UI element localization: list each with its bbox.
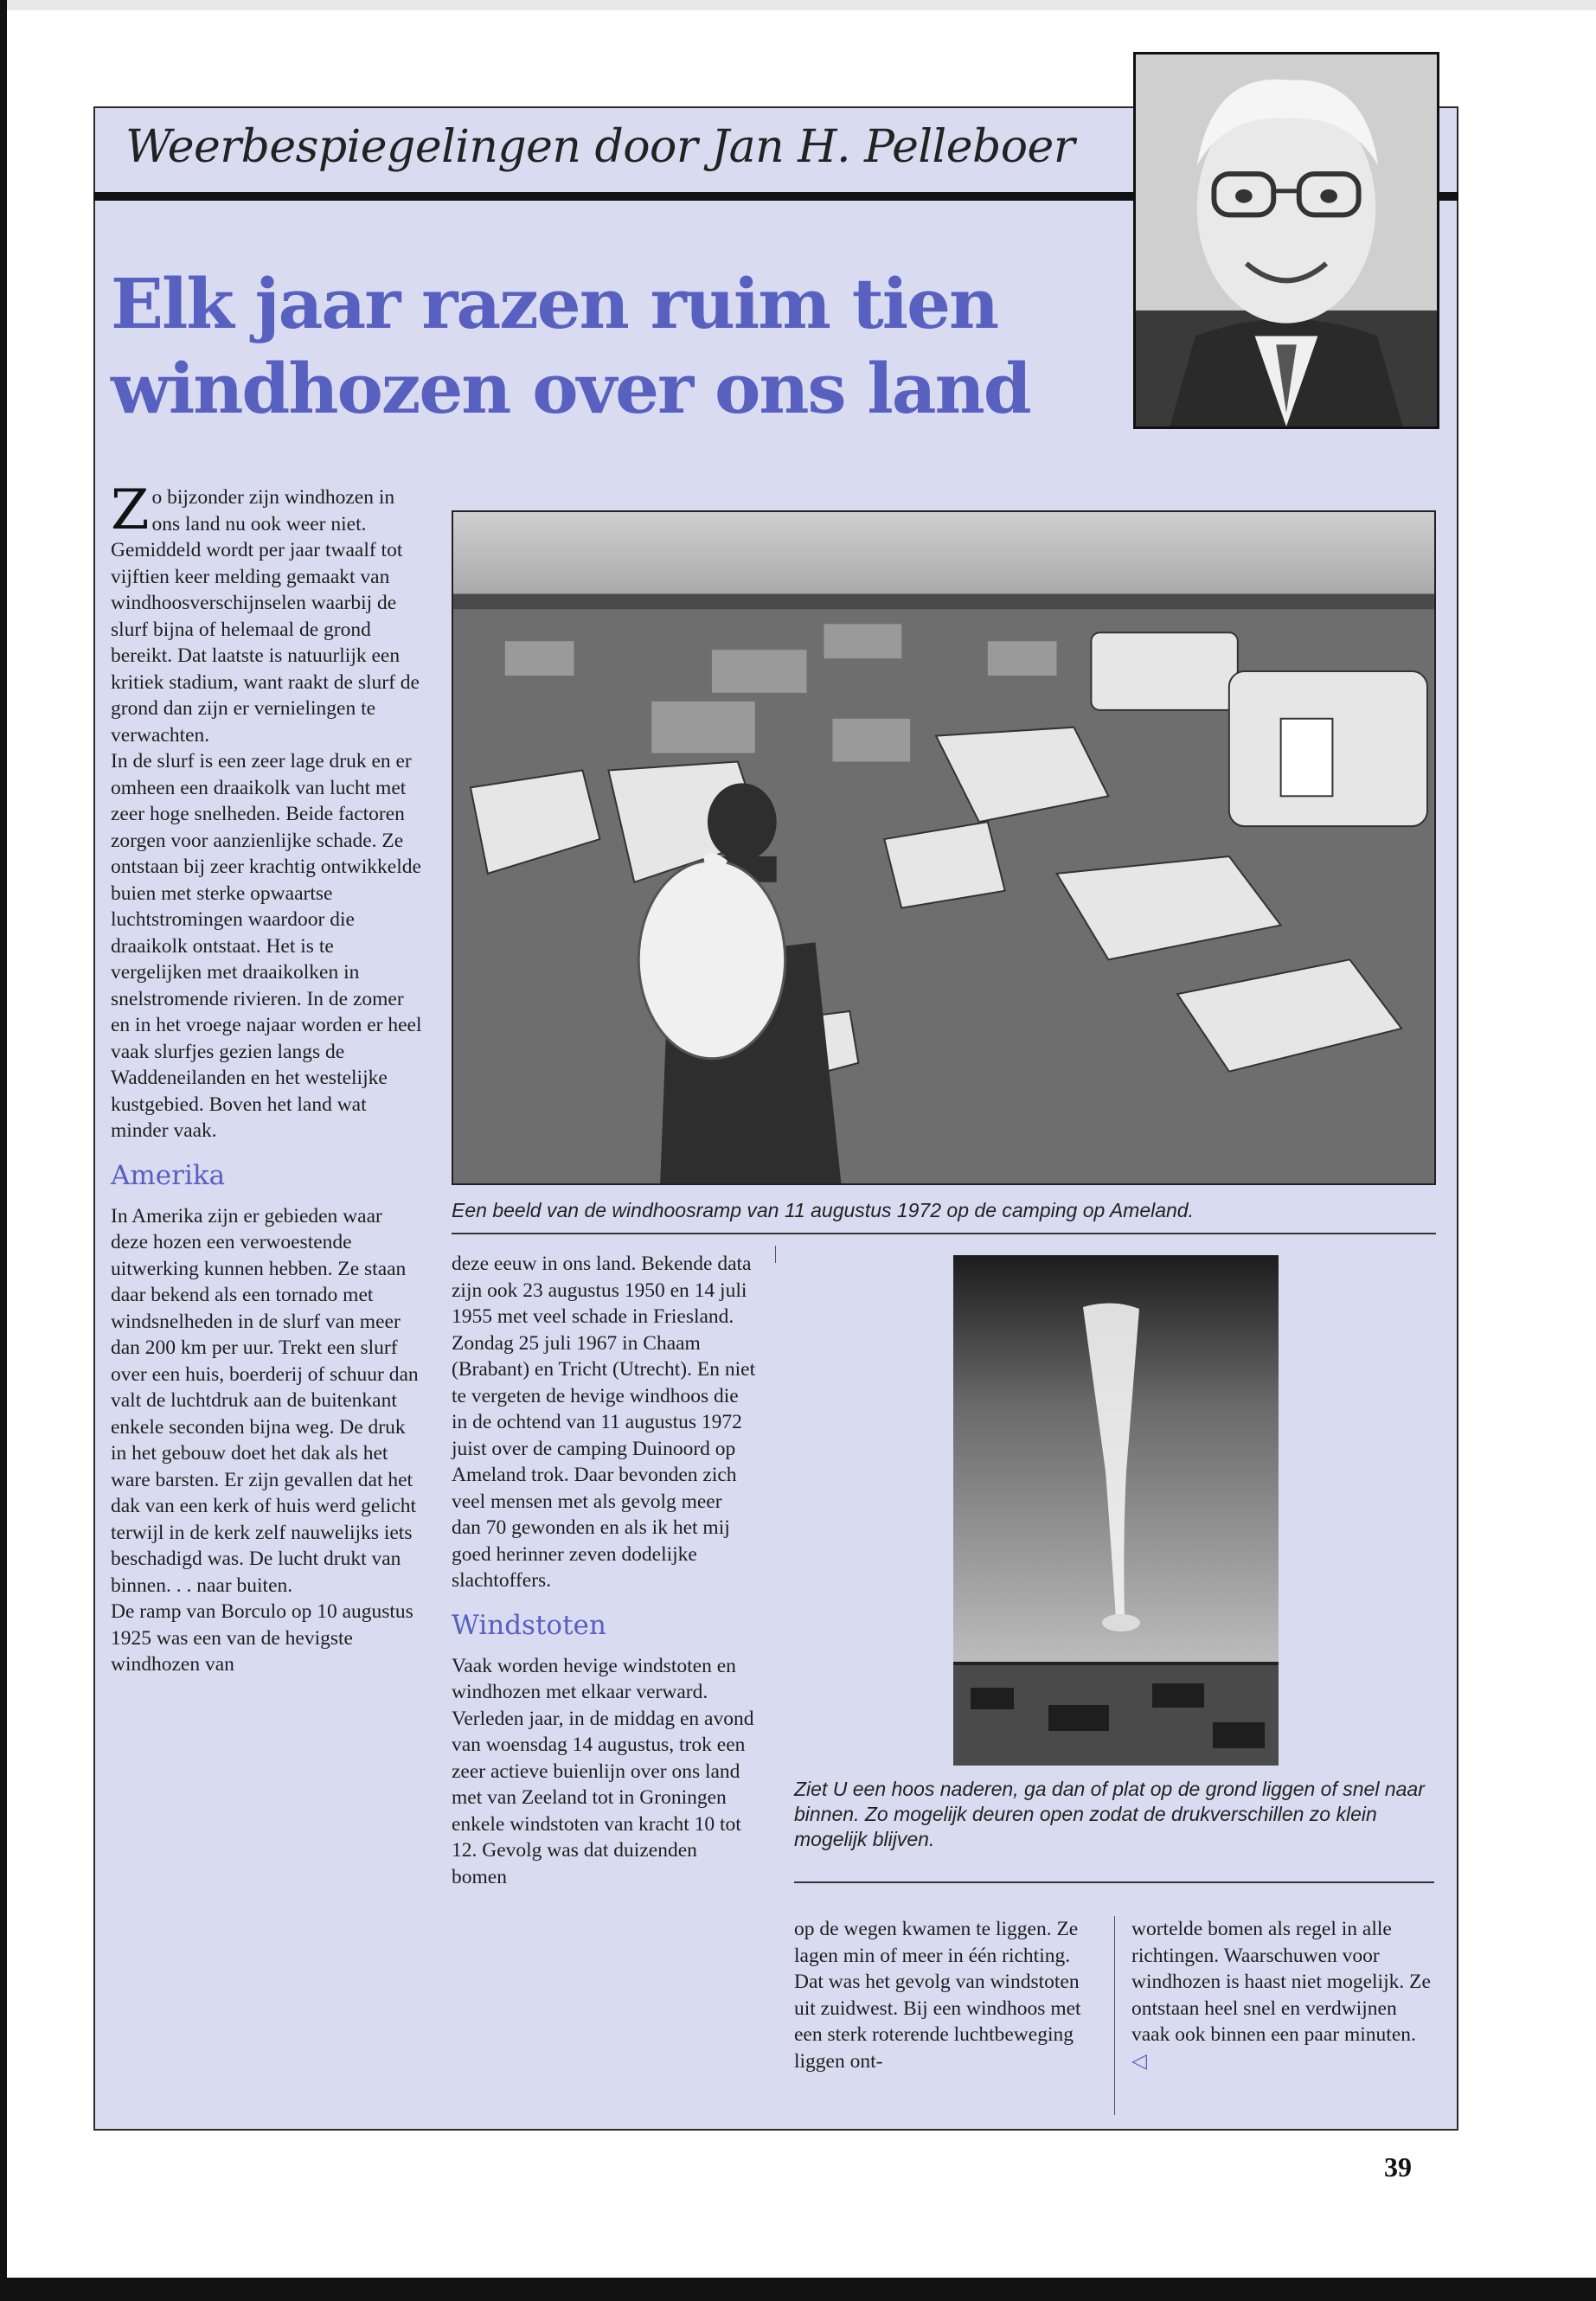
intro-text: o bijzonder zijn windhozen in ons land nu ook weer niet. Gemiddeld wordt per jaar twaalf tot vijftien keer melding gemaakt van windhoosverschijnselen waarbij de slurf bijna of helemaal de grond bereikt. Dat laatste is natuurlijk een kritiek stadium, want raakt de slurf de grond dan zijn er vernielingen te verwachten. [111, 486, 420, 747]
scan-left-edge [0, 0, 7, 2301]
subhead-amerika: Amerika [111, 1159, 226, 1191]
intro-paragraph [111, 478, 422, 748]
camping-disaster-photo [452, 510, 1436, 1185]
end-mark: ◁ [1131, 2049, 1148, 2073]
scan-bottom-edge [0, 2278, 1596, 2301]
column-3 [794, 1916, 1099, 2074]
headline [111, 261, 1080, 431]
column-divider [775, 1246, 776, 1263]
caption-rule [452, 1233, 1436, 1234]
closing-text: wortelde bomen als regel in alle richtingen. Waarschuwen voor windhozen is haast niet mogelijk. Ze ontstaan heel snel en verdwijnen vaak ook binnen een paar minuten. [1131, 1918, 1431, 2046]
column-4 [1131, 1916, 1436, 2074]
drop-cap: Z [111, 478, 150, 542]
series-title: Weerbespiegelingen door Jan H. Pelleboer [125, 121, 1075, 173]
body-paragraph: De ramp van Borculo op 10 augustus 1925 was een van de hevigste windhozen van [111, 1600, 413, 1676]
column-divider [1114, 1916, 1115, 2115]
body-paragraph: op de wegen kwamen te liggen. Ze lagen min of meer in één richting. Dat was het gevolg van windstoten uit zuidwest. Bij een windhoos met een sterk roterende luchtbeweging liggen ont- [794, 1918, 1081, 2073]
scan-top-edge [0, 0, 1596, 10]
subhead-windstoten: Windstoten [452, 1609, 606, 1641]
body-paragraph: In de slurf is een zeer lage druk en er omheen een draaikolk van lucht met zeer hoge snelheden. Beide factoren zorgen voor aanzienlijke schade. Ze ontstaan bij zeer krachtig ontwikkelde buien met sterke opwaartse luchtstromingen waardoor die draaikolk ontstaat. Het is te vergelijken met draaikolken in snelstromende rivieren. In de zomer en in het vroege najaar worden er heel vaak slurfjes gezien langs de Waddeneilanden en het westelijke kustgebied. Boven het land wat minder vaak. [111, 750, 422, 1142]
column-1 [111, 478, 422, 1678]
column-2 [452, 1251, 756, 1890]
body-paragraph: In Amerika zijn er gebieden waar deze hozen een verwoestende uitwerking kunnen hebben. Ze staan daar bekend als een tornado met windsnelheden in de slurf van meer dan 200 km per uur. Trekt een slurf over een huis, boerderij of schuur dan valt de luchtdruk aan de buitenkant enkele seconden bijna weg. De druk in het gebouw doet het dak als het ware barsten. Er zijn gevallen dat het dak van een kerk of huis werd gelicht terwijl in de kerk zelf nauwelijks iets beschadigd was. De lucht drukt van binnen. . . naar buiten. [111, 1204, 419, 1597]
caption-rule [794, 1881, 1434, 1883]
body-paragraph: deze eeuw in ons land. Bekende data zijn ook 23 augustus 1950 en 14 juli 1955 met veel schade in Friesland. Zondag 25 juli 1967 in Chaam (Brabant) en Tricht (Utrecht). En niet te vergeten de hevige windhoos die in de ochtend van 11 augustus 1972 juist over de camping Duinoord op Ameland trok. Daar bevonden zich veel mensen met als gevolg meer dan 70 gewonden en als ik het mij goed herinner zeven dodelijke slachtoffers. [452, 1253, 756, 1592]
waterspout-photo [953, 1255, 1279, 1766]
headline-line-1: Elk jaar razen ruim tien [111, 263, 998, 344]
page-number: 39 [1384, 2151, 1412, 2182]
photo1-caption: Een beeld van de windhoosramp van 11 augustus 1972 op de camping op Ameland. [452, 1199, 1194, 1221]
author-portrait [1133, 52, 1439, 429]
headline-line-2: windhozen over ons land [111, 348, 1030, 429]
photo2-caption: Ziet U een hoos naderen, ga dan of plat op de grond liggen of snel naar binnen. Zo mogelijk deuren open zodat de drukverschillen zo klein mogelijk blijven. [794, 1778, 1425, 1850]
body-paragraph: Vaak worden hevige windstoten en windhozen met elkaar verward. Verleden jaar, in de middag en avond van woensdag 14 augustus, trok een zeer actieve buienlijn over ons land met van Zeeland tot in Groningen enkele windstoten van kracht 10 tot 12. Gevolg was dat duizenden bomen [452, 1654, 754, 1888]
body-paragraph [1131, 1916, 1436, 2074]
